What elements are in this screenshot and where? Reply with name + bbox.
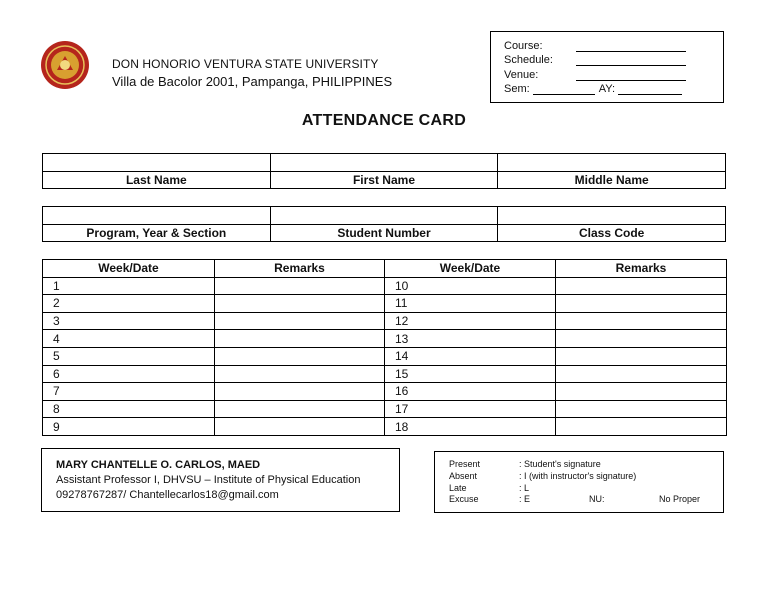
university-name: DON HONORIO VENTURA STATE UNIVERSITY bbox=[112, 57, 379, 71]
remarks-cell[interactable] bbox=[556, 383, 727, 401]
class-code-field[interactable] bbox=[498, 207, 726, 225]
program-table bbox=[42, 206, 726, 242]
venue-label: Venue: bbox=[504, 69, 539, 81]
week-number: 5 bbox=[43, 347, 215, 365]
sem-field[interactable] bbox=[533, 84, 595, 95]
middle-name-label: Middle Name bbox=[498, 172, 726, 189]
week-number: 2 bbox=[43, 295, 215, 313]
page-title: ATTENDANCE CARD bbox=[301, 112, 467, 129]
remarks-cell[interactable] bbox=[556, 400, 727, 418]
instructor-position: Assistant Professor I, DHVSU – Institute of Physical Education bbox=[56, 474, 361, 486]
remarks-cell[interactable] bbox=[215, 295, 385, 313]
attendance-table bbox=[42, 259, 727, 436]
course-field[interactable] bbox=[576, 41, 686, 52]
week-number: 8 bbox=[43, 400, 215, 418]
week-number: 15 bbox=[385, 365, 556, 383]
first-name-field[interactable] bbox=[270, 154, 498, 172]
table-row bbox=[43, 418, 727, 436]
no-proper-label: No Proper bbox=[659, 494, 701, 504]
remarks-cell[interactable] bbox=[215, 383, 385, 401]
legend-present bbox=[449, 459, 601, 470]
legend-value: : L bbox=[519, 483, 530, 493]
instructor-box bbox=[41, 448, 400, 512]
remarks-cell[interactable] bbox=[215, 347, 385, 365]
week-number: 18 bbox=[385, 418, 556, 436]
ay-field[interactable] bbox=[618, 84, 682, 95]
week-number: 14 bbox=[385, 347, 556, 365]
venue-row bbox=[504, 69, 686, 81]
last-name-field[interactable] bbox=[43, 154, 271, 172]
table-row bbox=[43, 330, 727, 348]
remarks-cell[interactable] bbox=[215, 330, 385, 348]
remarks-header: Remarks bbox=[556, 260, 727, 278]
course-row bbox=[504, 40, 686, 52]
student-number-label: Student Number bbox=[270, 225, 498, 242]
remarks-header: Remarks bbox=[215, 260, 385, 278]
instructor-contact: 09278767287/ Chantellecarlos18@gmail.com bbox=[56, 489, 279, 501]
remarks-cell[interactable] bbox=[556, 277, 727, 295]
schedule-row bbox=[504, 54, 686, 66]
table-row bbox=[43, 347, 727, 365]
week-number: 6 bbox=[43, 365, 215, 383]
remarks-cell[interactable] bbox=[556, 312, 727, 330]
schedule-label: Schedule: bbox=[504, 54, 553, 66]
table-row bbox=[43, 295, 727, 313]
venue-field[interactable] bbox=[576, 70, 686, 81]
week-number: 1 bbox=[43, 277, 215, 295]
week-number: 10 bbox=[385, 277, 556, 295]
table-row bbox=[43, 277, 727, 295]
week-number: 12 bbox=[385, 312, 556, 330]
legend-value: : I (with instructor's signature) bbox=[519, 471, 637, 481]
last-name-label: Last Name bbox=[43, 172, 271, 189]
table-row bbox=[43, 383, 727, 401]
week-date-header: Week/Date bbox=[385, 260, 556, 278]
university-address: Villa de Bacolor 2001, Pampanga, PHILIPPINES bbox=[112, 74, 393, 89]
remarks-cell[interactable] bbox=[215, 312, 385, 330]
week-number: 17 bbox=[385, 400, 556, 418]
legend-label: Late bbox=[449, 483, 467, 493]
remarks-cell[interactable] bbox=[556, 295, 727, 313]
legend-label: Excuse bbox=[449, 494, 479, 504]
legend-absent bbox=[449, 471, 636, 482]
remarks-cell[interactable] bbox=[215, 418, 385, 436]
legend-value: : E bbox=[519, 494, 531, 504]
program-field[interactable] bbox=[43, 207, 271, 225]
table-row bbox=[43, 312, 727, 330]
legend-label: Absent bbox=[449, 471, 478, 481]
class-code-label: Class Code bbox=[498, 225, 726, 242]
legend-box bbox=[434, 451, 724, 513]
remarks-cell[interactable] bbox=[215, 400, 385, 418]
remarks-cell[interactable] bbox=[556, 365, 727, 383]
week-number: 7 bbox=[43, 383, 215, 401]
instructor-name: MARY CHANTELLE O. CARLOS, MAED bbox=[56, 459, 261, 471]
name-table bbox=[42, 153, 726, 189]
ay-label: AY: bbox=[598, 83, 615, 95]
remarks-cell[interactable] bbox=[215, 277, 385, 295]
week-number: 16 bbox=[385, 383, 556, 401]
sem-label: Sem: bbox=[504, 83, 530, 95]
middle-name-field[interactable] bbox=[498, 154, 726, 172]
program-label: Program, Year & Section bbox=[43, 225, 271, 242]
week-number: 11 bbox=[385, 295, 556, 313]
remarks-cell[interactable] bbox=[215, 365, 385, 383]
schedule-field[interactable] bbox=[576, 55, 686, 66]
course-info-box bbox=[490, 31, 724, 103]
sem-ay-row bbox=[504, 83, 682, 95]
week-number: 3 bbox=[43, 312, 215, 330]
legend-label: Present bbox=[449, 459, 481, 469]
student-number-field[interactable] bbox=[270, 207, 498, 225]
legend-late bbox=[449, 483, 529, 494]
week-date-header: Week/Date bbox=[43, 260, 215, 278]
week-number: 9 bbox=[43, 418, 215, 436]
university-seal-icon bbox=[40, 40, 90, 90]
legend-value: : Student's signature bbox=[519, 459, 601, 469]
remarks-cell[interactable] bbox=[556, 347, 727, 365]
week-number: 13 bbox=[385, 330, 556, 348]
table-row bbox=[43, 400, 727, 418]
table-row bbox=[43, 365, 727, 383]
remarks-cell[interactable] bbox=[556, 330, 727, 348]
remarks-cell[interactable] bbox=[556, 418, 727, 436]
week-number: 4 bbox=[43, 330, 215, 348]
first-name-label: First Name bbox=[270, 172, 498, 189]
legend-excuse bbox=[449, 494, 719, 505]
course-label: Course: bbox=[504, 40, 543, 52]
nu-label: NU: bbox=[589, 494, 605, 504]
